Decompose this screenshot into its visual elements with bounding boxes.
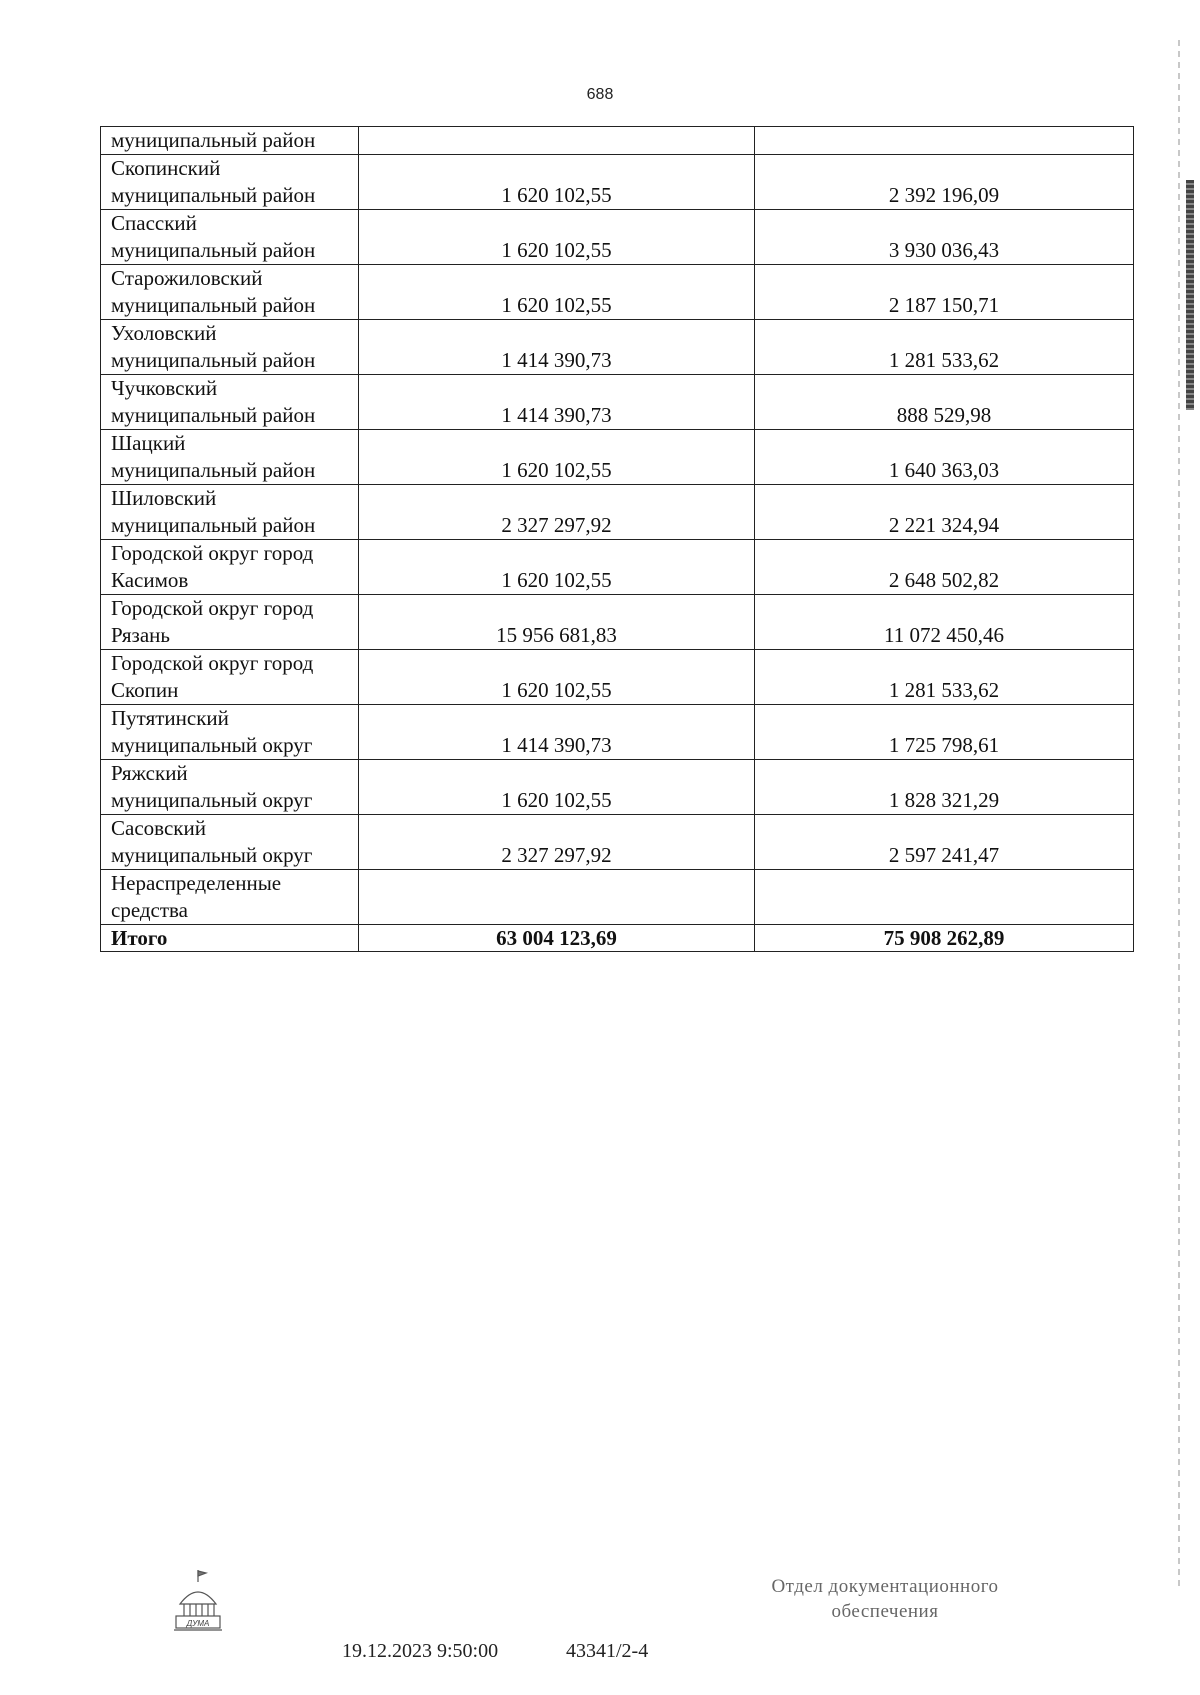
municipality-name-line: Городской округ город (111, 541, 314, 565)
municipality-name-line: Рязань (111, 623, 170, 647)
municipality-name-line: Шацкий (111, 431, 186, 455)
amount-cell-1: 1 620 102,55 (359, 265, 755, 320)
amount-cell-2: 1 828 321,29 (755, 760, 1134, 815)
municipality-name-line: Скопинский (111, 156, 221, 180)
municipality-name-line: Ухоловский (111, 321, 217, 345)
table-row (101, 430, 1134, 485)
municipality-name-line: муниципальный район (111, 238, 316, 262)
table-row (101, 127, 1134, 155)
municipality-name-line: Старожиловский (111, 266, 263, 290)
amount-cell-1: 1 414 390,73 (359, 705, 755, 760)
footer-department-stamp (720, 1574, 1050, 1624)
amount-cell-1: 1 620 102,55 (359, 650, 755, 705)
amount-cell-2: 888 529,98 (755, 375, 1134, 430)
table-row (101, 595, 1134, 650)
municipality-name-line: муниципальный округ (111, 843, 313, 867)
table-row (101, 265, 1134, 320)
table-row (101, 650, 1134, 705)
amount-cell-2 (755, 870, 1134, 925)
total-amount-cell-1: 63 004 123,69 (359, 925, 755, 952)
amount-cell-2 (755, 127, 1134, 155)
amount-cell-1: 1 620 102,55 (359, 155, 755, 210)
municipality-name-line: Нераспределенные (111, 871, 282, 895)
municipality-name-line: муниципальный район (111, 403, 316, 427)
table-row (101, 870, 1134, 925)
amount-cell-1: 1 620 102,55 (359, 540, 755, 595)
amount-cell-2: 1 640 363,03 (755, 430, 1134, 485)
amount-cell-1: 1 414 390,73 (359, 375, 755, 430)
table-body (101, 127, 1134, 952)
municipality-name-line: Спасский (111, 211, 197, 235)
municipality-name-cell (101, 265, 359, 320)
duma-logo-icon (170, 1568, 226, 1632)
amount-cell-1: 1 620 102,55 (359, 760, 755, 815)
municipality-name-cell (101, 485, 359, 540)
total-row (101, 925, 1134, 952)
municipality-name-line: муниципальный район (111, 513, 316, 537)
amount-cell-1: 2 327 297,92 (359, 815, 755, 870)
table-row (101, 155, 1134, 210)
stamp-line-1: Отдел документационного (771, 1576, 999, 1597)
municipality-name-line: муниципальный округ (111, 733, 313, 757)
table-row (101, 815, 1134, 870)
municipality-name-cell (101, 127, 359, 155)
municipality-name-cell (101, 430, 359, 485)
scan-edge-artifact (1178, 40, 1180, 1590)
municipality-name-cell (101, 375, 359, 430)
municipality-name-line: муниципальный округ (111, 788, 313, 812)
amount-cell-2: 2 221 324,94 (755, 485, 1134, 540)
table-row (101, 540, 1134, 595)
table-row (101, 375, 1134, 430)
municipality-name-line: Сасовский (111, 816, 206, 840)
amount-cell-2: 2 648 502,82 (755, 540, 1134, 595)
amount-cell-1: 15 956 681,83 (359, 595, 755, 650)
amount-cell-1: 1 620 102,55 (359, 430, 755, 485)
municipality-name-line: муниципальный район (111, 128, 316, 152)
amount-cell-1: 1 620 102,55 (359, 210, 755, 265)
amount-cell-2: 2 392 196,09 (755, 155, 1134, 210)
amount-cell-2: 2 187 150,71 (755, 265, 1134, 320)
amount-cell-2: 2 597 241,47 (755, 815, 1134, 870)
amount-cell-2: 11 072 450,46 (755, 595, 1134, 650)
municipality-name-cell (101, 815, 359, 870)
municipality-name-line: муниципальный район (111, 183, 316, 207)
table-row (101, 210, 1134, 265)
municipality-name-line: Ряжский (111, 761, 188, 785)
municipality-name-cell (101, 540, 359, 595)
total-amount-cell-2: 75 908 262,89 (755, 925, 1134, 952)
footer-datetime: 19.12.2023 9:50:00 (342, 1640, 499, 1662)
municipality-name-line: Путятинский (111, 706, 229, 730)
municipality-name-cell (101, 210, 359, 265)
amount-cell-1: 1 414 390,73 (359, 320, 755, 375)
municipality-name-line: Шиловский (111, 486, 217, 510)
municipality-name-line: муниципальный район (111, 348, 316, 372)
amount-cell-1 (359, 870, 755, 925)
amount-cell-2: 1 281 533,62 (755, 650, 1134, 705)
municipality-name-cell (101, 760, 359, 815)
municipality-name-cell (101, 870, 359, 925)
amount-cell-1: 2 327 297,92 (359, 485, 755, 540)
footer-doc-code: 43341/2-4 (566, 1640, 649, 1662)
municipality-name-line: Городской округ город (111, 651, 314, 675)
table-row (101, 760, 1134, 815)
municipality-name-cell (101, 320, 359, 375)
municipality-name-line: муниципальный район (111, 293, 316, 317)
logo-text: ДУМА (186, 1619, 210, 1628)
municipality-name-line: Городской округ город (111, 596, 314, 620)
page-number: 688 (586, 86, 614, 103)
table-row (101, 320, 1134, 375)
amount-cell-2: 1 725 798,61 (755, 705, 1134, 760)
amount-cell-1 (359, 127, 755, 155)
municipality-name-cell (101, 155, 359, 210)
amount-cell-2: 1 281 533,62 (755, 320, 1134, 375)
municipality-name-line: муниципальный район (111, 458, 316, 482)
allocation-table (100, 126, 1134, 952)
amount-cell-2: 3 930 036,43 (755, 210, 1134, 265)
municipality-name-line: Чучковский (111, 376, 218, 400)
municipality-name-line: Касимов (111, 568, 189, 592)
municipality-name-line: Скопин (111, 678, 179, 702)
stamp-line-2: обеспечения (831, 1601, 939, 1622)
municipality-name-cell (101, 705, 359, 760)
total-label-cell: Итого (101, 925, 359, 952)
municipality-name-cell (101, 595, 359, 650)
table-row (101, 705, 1134, 760)
municipality-name-cell (101, 650, 359, 705)
municipality-name-line: средства (111, 898, 189, 922)
scan-barcode-artifact (1186, 180, 1194, 410)
table-row (101, 485, 1134, 540)
